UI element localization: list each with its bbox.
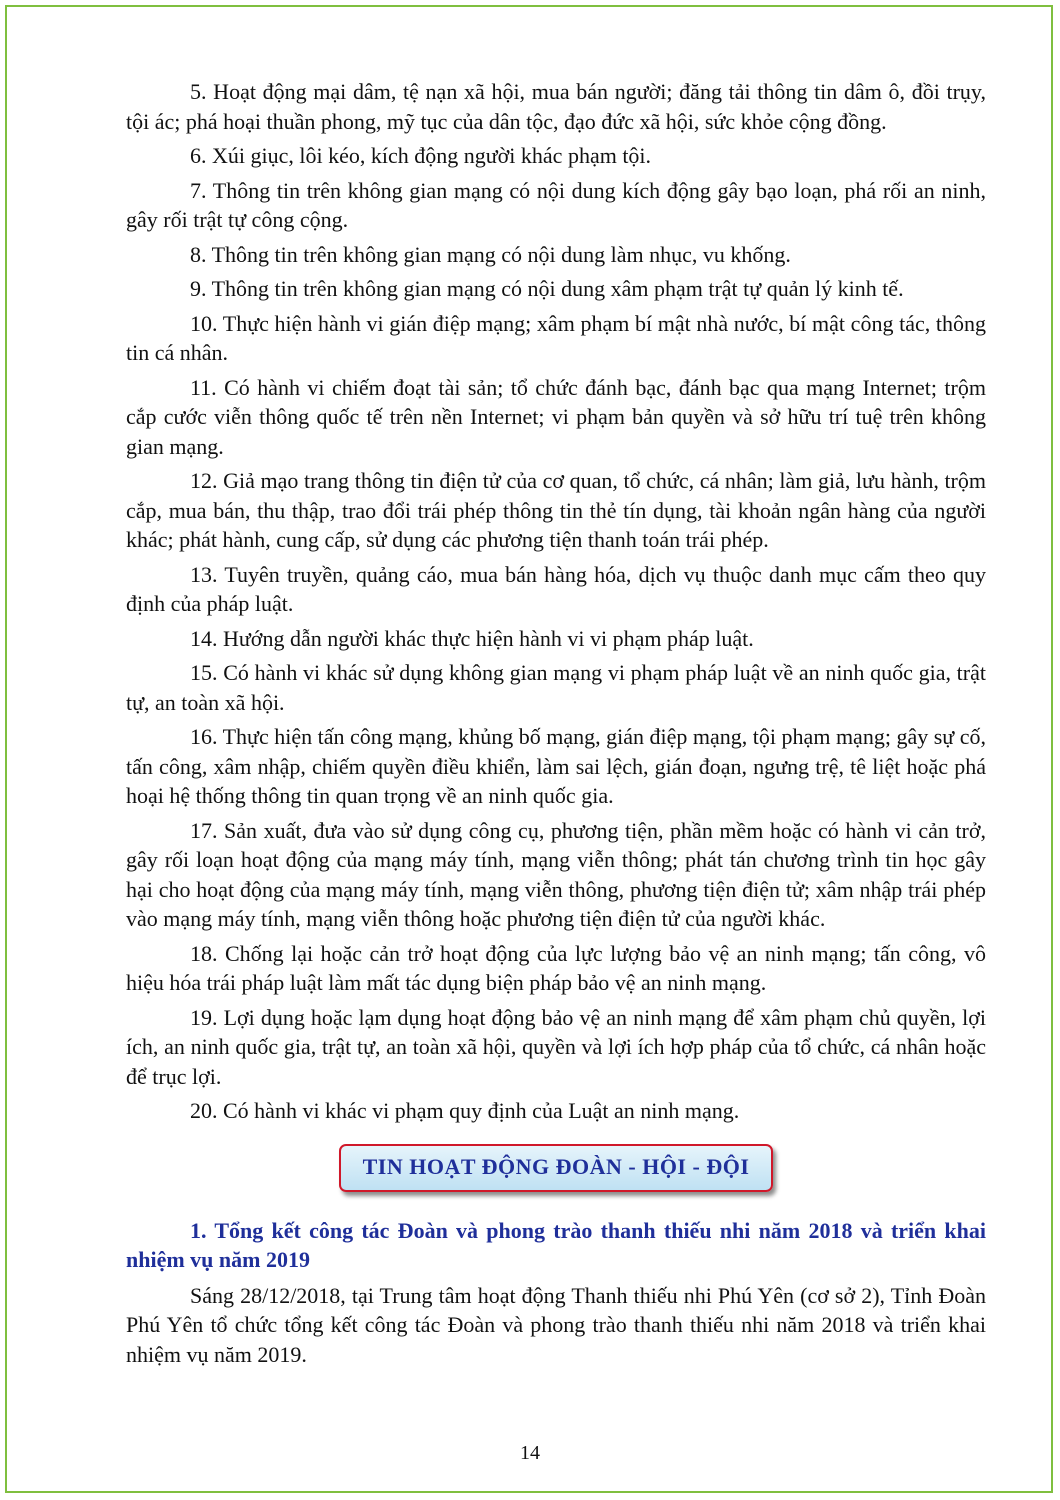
article-heading: 1. Tổng kết công tác Đoàn và phong trào thanh thiếu nhi năm 2018 và triển khai nhiệm vụ năm 2019	[126, 1217, 986, 1272]
list-item: 15. Có hành vi khác sử dụng không gian mạng vi phạm pháp luật về an ninh quốc gia, trật tự, an toàn xã hội.	[126, 660, 986, 715]
list-item: 9. Thông tin trên không gian mạng có nội dung xâm phạm trật tự quản lý kinh tế.	[190, 276, 904, 301]
list-item: 5. Hoạt động mại dâm, tệ nạn xã hội, mua bán người; đăng tải thông tin dâm ô, đồi trụy, tội ác; phá hoại thuần phong, mỹ tục của dân tộc, đạo đức xã hội, sức khỏe cộng đồng.	[126, 79, 986, 134]
article-paragraph: Sáng 28/12/2018, tại Trung tâm hoạt động Thanh thiếu nhi Phú Yên (cơ sở 2), Tỉnh Đoàn Phú Yên tổ chức tổng kết công tác Đoàn và phong trào thanh thiếu nhi năm 2018 và triển khai nhiệm vụ năm 2019.	[126, 1282, 986, 1367]
list-item: 16. Thực hiện tấn công mạng, khủng bố mạng, gián điệp mạng, tội phạm mạng; gây sự cố, tấn công, xâm nhập, chiếm quyền điều khiển, làm sai lệch, gián đoạn, ngưng trệ, tê liệt hoặc phá hoại hệ thống thông tin quan trọng về an ninh quốc gia.	[126, 724, 986, 808]
list-item: 8. Thông tin trên không gian mạng có nội dung làm nhục, vu khống.	[190, 241, 791, 267]
list-item: 18. Chống lại hoặc cản trở hoạt động của lực lượng bảo vệ an ninh mạng; tấn công, vô hiệu hóa trái pháp luật làm mất tác dụng biện pháp bảo vệ an ninh mạng.	[126, 940, 986, 995]
list-item: 10. Thực hiện hành vi gián điệp mạng; xâm phạm bí mật nhà nước, bí mật công tác, thông tin cá nhân.	[126, 310, 986, 365]
page-number: 14	[520, 1442, 540, 1464]
document-body	[126, 77, 986, 1374]
section-banner-wrap	[126, 1144, 986, 1192]
list-item: 20. Có hành vi khác vi phạm quy định của Luật an ninh mạng.	[190, 1098, 740, 1123]
list-item: 11. Có hành vi chiếm đoạt tài sản; tổ chức đánh bạc, đánh bạc qua mạng Internet; trộm cắp cước viễn thông quốc tế trên nền Internet; vi phạm bản quyền và sở hữu trí tuệ trên không gian mạng.	[126, 374, 986, 459]
list-item: 12. Giả mạo trang thông tin điện tử của cơ quan, tổ chức, cá nhân; làm giả, lưu hành, trộm cắp, mua bán, thu thập, trao đổi trái phép thông tin thẻ tín dụng, tài khoản ngân hàng của người khác; phát hành, cung cấp, sử dụng các phương tiện thanh toán trái phép.	[126, 468, 986, 552]
list-item: 7. Thông tin trên không gian mạng có nội dung kích động gây bạo loạn, phá rối an ninh, gây rối trật tự công cộng.	[126, 177, 986, 232]
list-item: 6. Xúi giục, lôi kéo, kích động người khác phạm tội.	[190, 143, 652, 168]
list-item: 14. Hướng dẫn người khác thực hiện hành vi vi phạm pháp luật.	[190, 625, 754, 651]
list-item: 17. Sản xuất, đưa vào sử dụng công cụ, phương tiện, phần mềm hoặc có hành vi cản trở, gây rối loạn hoạt động của mạng máy tính, mạng viễn thông; phát tán chương trình tin học gây hại cho hoạt động của mạng máy tính, mạng viễn thông, phương tiện điện tử; xâm nhập trái phép vào mạng máy tính, mạng viễn thông hoặc phương tiện điện tử của người khác.	[126, 817, 986, 931]
list-item: 19. Lợi dụng hoặc lạm dụng hoạt động bảo vệ an ninh mạng để xâm phạm chủ quyền, lợi ích, an ninh quốc gia, trật tự, an toàn xã hội, quyền và lợi ích hợp pháp của tổ chức, cá nhân hoặc để trục lợi.	[126, 1004, 986, 1089]
list-item: 13. Tuyên truyền, quảng cáo, mua bán hàng hóa, dịch vụ thuộc danh mục cấm theo quy định của pháp luật.	[126, 561, 986, 616]
section-banner: TIN HOẠT ĐỘNG ĐOÀN - HỘI - ĐỘI	[339, 1144, 774, 1192]
